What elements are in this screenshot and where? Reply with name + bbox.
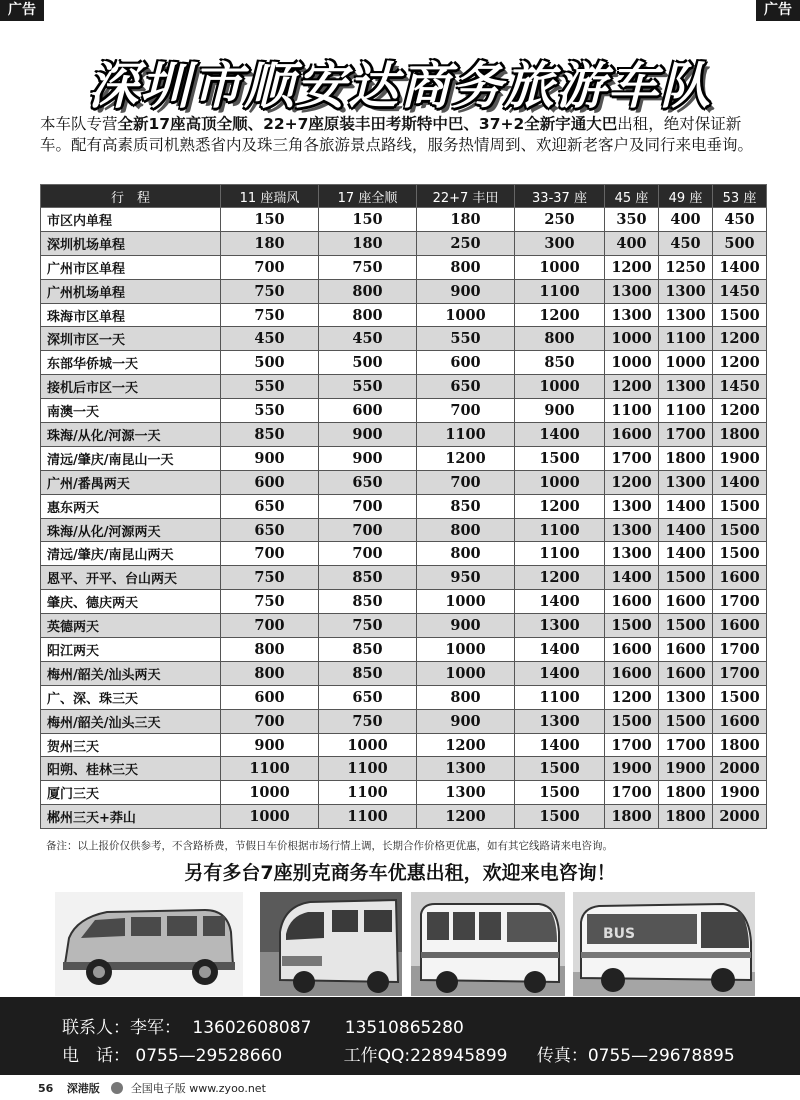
price-cell: 1300 [417,781,515,805]
price-cell: 850 [319,638,417,662]
price-cell: 1000 [417,590,515,614]
route-cell: 阳江两天 [41,638,221,662]
price-cell: 1600 [659,661,713,685]
column-header-vehicle: 53 座 [713,185,767,208]
price-cell: 1600 [605,590,659,614]
price-cell: 1100 [319,805,417,829]
price-cell: 550 [319,375,417,399]
route-cell: 梅州/韶关/汕头两天 [41,661,221,685]
price-cell: 1000 [417,638,515,662]
price-cell: 2000 [713,805,767,829]
price-cell: 750 [221,279,319,303]
price-cell: 1000 [417,661,515,685]
price-cell: 550 [221,399,319,423]
phone-label: 电 话： [62,1046,130,1066]
price-cell: 650 [319,470,417,494]
price-cell: 750 [221,303,319,327]
column-header-vehicle: 22+7 丰田 [417,185,515,208]
column-header-vehicle: 17 座全顺 [319,185,417,208]
price-cell: 750 [221,590,319,614]
price-cell: 700 [417,470,515,494]
price-cell: 700 [319,518,417,542]
price-cell: 1450 [713,375,767,399]
price-cell: 800 [319,303,417,327]
price-cell: 1300 [417,757,515,781]
table-row [41,494,767,518]
price-cell: 1900 [713,781,767,805]
price-cell: 1400 [659,518,713,542]
price-cell: 750 [221,566,319,590]
price-cell: 1500 [713,542,767,566]
price-cell: 1300 [605,494,659,518]
price-cell: 700 [417,399,515,423]
price-cell: 400 [659,208,713,232]
price-cell: 1300 [659,279,713,303]
table-row [41,423,767,447]
table-row [41,781,767,805]
price-cell: 1600 [605,423,659,447]
price-cell: 1800 [713,733,767,757]
price-cell: 1200 [417,733,515,757]
price-cell: 1800 [659,805,713,829]
price-cell: 1000 [515,470,605,494]
edition-label: 深港版 [66,1082,100,1095]
qq-number[interactable]: 228945899 [410,1046,508,1066]
price-cell: 1450 [713,279,767,303]
price-cell: 750 [319,614,417,638]
route-cell: 深圳机场单程 [41,231,221,255]
price-cell: 900 [417,614,515,638]
table-row [41,446,767,470]
price-cell: 1500 [713,685,767,709]
route-cell: 清远/肇庆/南昆山两天 [41,542,221,566]
price-cell: 1300 [659,375,713,399]
price-cell: 180 [319,231,417,255]
price-cell: 1300 [515,614,605,638]
price-cell: 1400 [515,661,605,685]
coach-bus-icon [573,892,755,996]
intro-highlight: 全新17座高顶全顺、22+7座原装丰田考斯特中巴、37+2全新宇通大巴 [117,115,618,133]
price-cell: 300 [515,231,605,255]
table-row [41,709,767,733]
price-cell: 1500 [515,805,605,829]
fax-number[interactable]: 0755—29678895 [587,1046,735,1066]
price-cell: 1200 [417,446,515,470]
price-cell: 1600 [659,590,713,614]
price-cell: 400 [605,231,659,255]
price-cell: 700 [221,709,319,733]
price-cell: 1400 [713,470,767,494]
price-table [40,184,767,829]
route-cell: 恩平、开平、台山两天 [41,566,221,590]
price-cell: 1200 [417,805,515,829]
price-cell: 1000 [605,351,659,375]
page-number: 56 [38,1082,54,1095]
price-cell: 950 [417,566,515,590]
price-cell: 1300 [605,518,659,542]
price-cell: 1200 [713,399,767,423]
price-cell: 1300 [659,470,713,494]
table-row [41,614,767,638]
price-cell: 650 [221,494,319,518]
route-cell: 市区内单程 [41,208,221,232]
price-cell: 350 [605,208,659,232]
price-cell: 450 [221,327,319,351]
vehicle-photos [55,892,755,996]
price-cell: 1700 [605,446,659,470]
column-header-vehicle: 45 座 [605,185,659,208]
price-cell: 1300 [659,685,713,709]
phone-number[interactable]: 0755—29528660 [135,1046,283,1066]
price-cell: 900 [319,423,417,447]
page-footer [38,1080,266,1096]
price-cell: 1600 [659,638,713,662]
mobile-number-1[interactable]: 13602608087 [192,1018,312,1038]
table-row [41,590,767,614]
price-cell: 850 [319,566,417,590]
page-title: 深圳市顺安达商务旅游车队 [88,57,712,115]
price-cell: 1400 [515,638,605,662]
price-cell: 180 [221,231,319,255]
price-cell: 1500 [713,303,767,327]
price-cell: 1000 [515,375,605,399]
price-cell: 1100 [515,542,605,566]
price-cell: 850 [417,494,515,518]
price-cell: 1400 [515,590,605,614]
price-cell: 700 [221,542,319,566]
price-cell: 1700 [659,423,713,447]
price-cell: 1500 [605,614,659,638]
van-icon [260,892,402,996]
price-cell: 1000 [515,255,605,279]
price-cell: 1600 [605,661,659,685]
price-cell: 1100 [515,685,605,709]
price-cell: 1500 [515,446,605,470]
contact-bar [0,997,800,1075]
price-cell: 1700 [713,638,767,662]
price-cell: 1000 [319,733,417,757]
price-cell: 1400 [713,255,767,279]
price-cell: 1500 [659,566,713,590]
table-row [41,638,767,662]
price-cell: 1300 [605,542,659,566]
column-header-vehicle: 11 座瑞风 [221,185,319,208]
table-row [41,805,767,829]
route-cell: 南澳一天 [41,399,221,423]
price-cell: 1100 [319,757,417,781]
table-row [41,757,767,781]
route-cell: 广州机场单程 [41,279,221,303]
price-cell: 1200 [605,375,659,399]
route-cell: 广州/番禺两天 [41,470,221,494]
price-cell: 900 [417,279,515,303]
table-row [41,231,767,255]
route-cell: 珠海/从化/河源两天 [41,518,221,542]
route-cell: 清远/肇庆/南昆山一天 [41,446,221,470]
column-header-vehicle: 33-37 座 [515,185,605,208]
price-cell: 1000 [221,805,319,829]
route-cell: 珠海市区单程 [41,303,221,327]
column-header-vehicle: 49 座 [659,185,713,208]
price-cell: 800 [417,518,515,542]
price-cell: 600 [221,470,319,494]
route-cell: 梅州/韶关/汕头三天 [41,709,221,733]
route-cell: 深圳市区一天 [41,327,221,351]
qq-label: 工作QQ: [343,1046,411,1066]
route-cell: 英德两天 [41,614,221,638]
price-cell: 700 [319,494,417,518]
table-row [41,375,767,399]
route-cell: 广州市区单程 [41,255,221,279]
price-cell: 600 [319,399,417,423]
mobile-number-2[interactable]: 13510865280 [344,1018,464,1038]
publication-logo-icon [111,1082,123,1094]
table-row [41,470,767,494]
route-cell: 阳朔、桂林三天 [41,757,221,781]
intro-text [40,114,765,156]
price-cell: 900 [319,446,417,470]
price-cell: 850 [221,423,319,447]
price-cell: 1200 [515,566,605,590]
price-cell: 1200 [605,470,659,494]
table-row [41,542,767,566]
price-cell: 1800 [659,446,713,470]
price-cell: 600 [417,351,515,375]
route-cell: 厦门三天 [41,781,221,805]
price-cell: 1600 [605,638,659,662]
table-header-row [41,185,767,208]
price-cell: 1200 [515,303,605,327]
price-cell: 800 [417,685,515,709]
price-cell: 1100 [515,518,605,542]
price-cell: 500 [221,351,319,375]
price-cell: 1100 [515,279,605,303]
price-cell: 1500 [713,518,767,542]
price-cell: 850 [319,590,417,614]
table-row [41,685,767,709]
table-row [41,733,767,757]
route-cell: 郴州三天+莽山 [41,805,221,829]
price-cell: 1200 [605,685,659,709]
price-cell: 700 [221,255,319,279]
price-cell: 1000 [417,303,515,327]
price-cell: 1500 [605,709,659,733]
price-cell: 1700 [605,781,659,805]
price-cell: 700 [221,614,319,638]
column-header-route: 行 程 [41,185,221,208]
price-cell: 450 [659,231,713,255]
table-row [41,279,767,303]
price-cell: 1200 [713,327,767,351]
price-cell: 800 [515,327,605,351]
bus-side-text: BUS [603,926,636,942]
price-cell: 1000 [605,327,659,351]
price-cell: 900 [515,399,605,423]
price-cell: 1700 [713,590,767,614]
price-cell: 1300 [605,279,659,303]
price-cell: 900 [417,709,515,733]
price-cell: 900 [221,733,319,757]
price-cell: 1200 [515,494,605,518]
price-cell: 600 [221,685,319,709]
price-cell: 1100 [659,327,713,351]
price-cell: 550 [221,375,319,399]
price-cell: 650 [417,375,515,399]
price-cell: 1300 [659,303,713,327]
price-cell: 150 [221,208,319,232]
price-cell: 500 [713,231,767,255]
price-cell: 2000 [713,757,767,781]
website-link[interactable]: 全国电子版 www.zyoo.net [130,1082,266,1095]
price-cell: 800 [417,255,515,279]
intro-lead: 本车队专营 [40,115,118,133]
price-cell: 1200 [605,255,659,279]
price-cell: 1000 [221,781,319,805]
price-cell: 900 [221,446,319,470]
price-cell: 1600 [713,614,767,638]
price-cell: 700 [319,542,417,566]
table-row [41,399,767,423]
contact-row-phone [62,1041,735,1066]
table-row [41,518,767,542]
ad-label-right: 广告 [756,0,800,21]
price-cell: 1500 [713,494,767,518]
price-cell: 1000 [659,351,713,375]
price-cell: 450 [319,327,417,351]
price-cell: 1500 [659,614,713,638]
contact-person: 李军： [130,1018,181,1038]
price-cell: 1100 [417,423,515,447]
table-row [41,327,767,351]
price-cell: 750 [319,709,417,733]
price-cell: 1100 [605,399,659,423]
price-cell: 1800 [659,781,713,805]
price-cell: 1700 [713,661,767,685]
price-cell: 1800 [605,805,659,829]
price-cell: 250 [417,231,515,255]
price-cell: 180 [417,208,515,232]
price-cell: 1900 [605,757,659,781]
route-cell: 惠东两天 [41,494,221,518]
price-cell: 450 [713,208,767,232]
route-cell: 接机后市区一天 [41,375,221,399]
table-body [41,208,767,829]
price-cell: 1100 [659,399,713,423]
price-cell: 550 [417,327,515,351]
price-cell: 1400 [659,542,713,566]
promo-line: 另有多台7座别克商务车优惠出租，欢迎来电咨询！ [184,862,616,884]
price-cell: 1500 [515,757,605,781]
ad-label-left: 广告 [0,0,44,21]
price-cell: 1300 [605,303,659,327]
price-cell: 1600 [713,709,767,733]
price-cell: 250 [515,208,605,232]
coaster-bus-icon [411,892,565,996]
price-cell: 150 [319,208,417,232]
price-cell: 1100 [221,757,319,781]
minivan-icon [55,892,243,996]
price-cell: 650 [319,685,417,709]
price-cell: 850 [515,351,605,375]
price-cell: 1300 [515,709,605,733]
price-cell: 650 [221,518,319,542]
price-cell: 1100 [319,781,417,805]
contact-row-mobile [62,1013,464,1038]
table-row [41,303,767,327]
price-cell: 1900 [713,446,767,470]
route-cell: 东部华侨城一天 [41,351,221,375]
price-cell: 1400 [605,566,659,590]
route-cell: 珠海/从化/河源一天 [41,423,221,447]
table-row [41,255,767,279]
price-cell: 500 [319,351,417,375]
price-cell: 1700 [605,733,659,757]
table-row [41,661,767,685]
price-cell: 1600 [713,566,767,590]
price-cell: 850 [319,661,417,685]
price-cell: 800 [417,542,515,566]
price-cell: 800 [221,638,319,662]
remarks-note: 备注：以上报价仅供参考，不含路桥费，节假日车价根据市场行情上调，长期合作价格更优惠，如有其它线路请来电咨询。 [46,840,613,852]
intro-rest: 出租，绝对保证新车。配有高素质司机熟悉省内及珠三角各旅游景点路线，服务热情周到、欢迎新老客户及同行来电垂询。 [40,115,754,154]
price-cell: 1900 [659,757,713,781]
price-cell: 1250 [659,255,713,279]
route-cell: 广、深、珠三天 [41,685,221,709]
route-cell: 贺州三天 [41,733,221,757]
price-cell: 750 [319,255,417,279]
route-cell: 肇庆、德庆两天 [41,590,221,614]
contact-person-label: 联系人： [62,1018,130,1038]
price-cell: 1500 [515,781,605,805]
price-cell: 800 [221,661,319,685]
price-cell: 800 [319,279,417,303]
price-cell: 1800 [713,423,767,447]
fax-label: 传真： [536,1046,588,1066]
price-cell: 1400 [515,423,605,447]
price-cell: 1700 [659,733,713,757]
price-cell: 1400 [515,733,605,757]
table-row [41,208,767,232]
price-cell: 1500 [659,709,713,733]
price-cell: 1400 [659,494,713,518]
table-row [41,351,767,375]
table-row [41,566,767,590]
price-cell: 1200 [713,351,767,375]
